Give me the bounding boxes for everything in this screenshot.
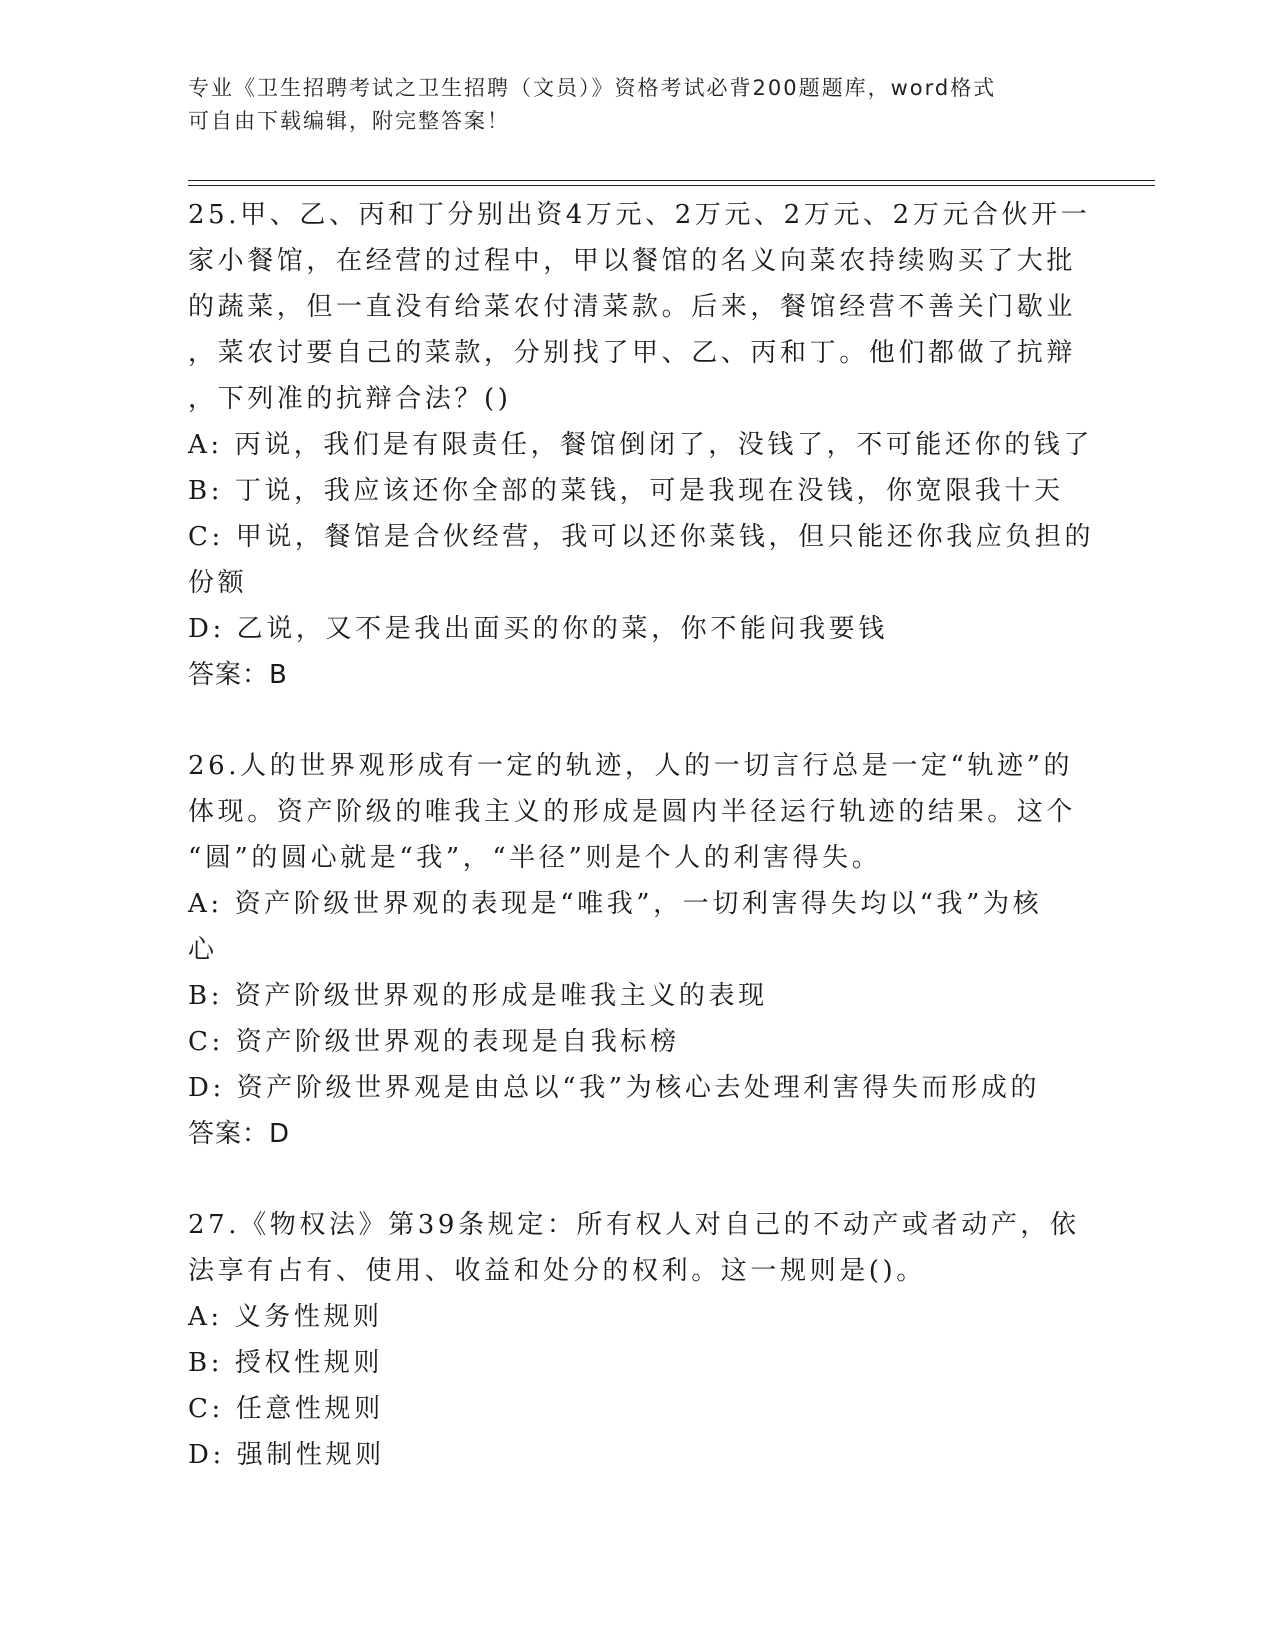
document-header (188, 72, 1088, 138)
answer-label: 答案：D (188, 1119, 291, 1149)
question-26 (188, 743, 1088, 1157)
option-c: C: 任意性规则 (188, 1394, 384, 1424)
question-25 (188, 192, 1095, 698)
option-a-continued: 心 (188, 935, 218, 965)
option-b: B: 授权性规则 (188, 1348, 383, 1378)
option-d: D: 乙说，又不是我出面买的你的菜，你不能问我要钱 (188, 614, 888, 644)
header-rule-top (188, 180, 1155, 181)
option-a: A: 义务性规则 (188, 1302, 383, 1332)
question-stem-line: 27.《物权法》第39条规定：所有权人对自己的不动产或者动产，依 (188, 1210, 1080, 1240)
question-list (188, 192, 1095, 1523)
option-c: C: 资产阶级世界观的表现是自我标榜 (188, 1027, 680, 1057)
question-27 (188, 1202, 1088, 1478)
question-stem-line: 法享有占有、使用、收益和处分的权利。这一规则是()。 (188, 1256, 926, 1286)
option-a: A: 资产阶级世界观的表现是“唯我”，一切利害得失均以“我”为核 (188, 889, 1043, 919)
option-c: C: 甲说，餐馆是合伙经营，我可以还你菜钱，但只能还你我应负担的 (188, 522, 1095, 552)
answer-label: 答案：B (188, 660, 288, 690)
header-rule-bottom (188, 185, 1155, 186)
question-stem-line: “圆”的圆心就是“我”，“半径”则是个人的利害得失。 (188, 843, 882, 873)
question-stem-line: 体现。资产阶级的唯我主义的形成是圆内半径运行轨迹的结果。这个 (188, 797, 1077, 827)
option-a: A: 丙说，我们是有限责任，餐馆倒闭了，没钱了，不可能还你的钱了 (188, 430, 1094, 460)
question-stem-line: 26.人的世界观形成有一定的轨迹，人的一切言行总是一定“轨迹”的 (188, 751, 1074, 781)
question-stem-line: ，菜农讨要自己的菜款，分别找了甲、乙、丙和丁。他们都做了抗辩 (188, 338, 1077, 368)
option-d: D: 强制性规则 (188, 1440, 385, 1470)
question-stem-line: 的蔬菜，但一直没有给菜农付清菜款。后来，餐馆经营不善关门歇业 (188, 292, 1077, 322)
header-line-2: 可自由下载编辑，附完整答案！ (188, 109, 510, 133)
option-c-continued: 份额 (188, 568, 248, 598)
question-stem-line: ，下列准的抗辩合法？() (188, 384, 512, 414)
question-stem-line: 家小餐馆，在经营的过程中，甲以餐馆的名义向菜农持续购买了大批 (188, 246, 1077, 276)
option-b: B: 资产阶级世界观的形成是唯我主义的表现 (188, 981, 768, 1011)
header-line-1: 专业《卫生招聘考试之卫生招聘（文员）》资格考试必背200题题库，word格式 (188, 76, 997, 100)
option-b: B: 丁说，我应该还你全部的菜钱，可是我现在没钱，你宽限我十天 (188, 476, 1064, 506)
option-d: D: 资产阶级世界观是由总以“我”为核心去处理利害得失而形成的 (188, 1073, 1041, 1103)
question-stem-line: 25.甲、乙、丙和丁分别出资4万元、2万元、2万元、2万元合伙开一 (188, 200, 1091, 230)
